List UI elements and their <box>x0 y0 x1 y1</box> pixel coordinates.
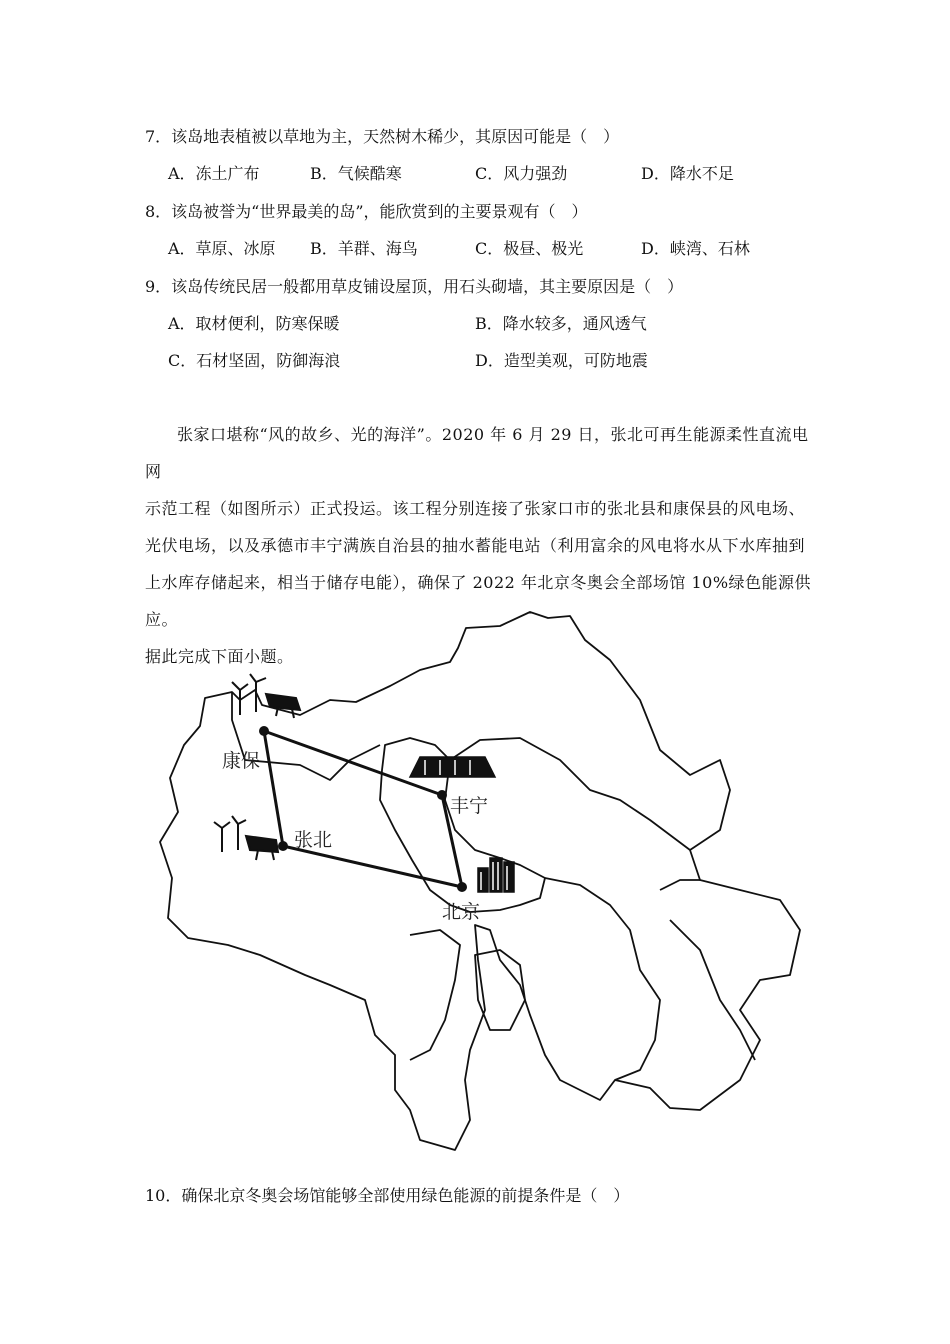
q9-option-c: C．石材坚固，防御海浪 <box>168 351 341 370</box>
node-fengning <box>437 790 447 800</box>
q8-option-b: B．羊群、海鸟 <box>310 239 418 258</box>
passage-line-4: 上水库存储起来，相当于储存电能），确保了 2022 年北京冬奥会全部场馆 10%绿色能源供应。 <box>145 573 812 629</box>
question-8-stem: 8．该岛被誉为“世界最美的岛”，能欣赏到的主要景观有（ ） <box>145 202 588 221</box>
question-7-stem: 7．该岛地表植被以草地为主，天然树木稀少，其原因可能是（ ） <box>145 127 620 146</box>
line-zhangbei-beijing <box>283 846 462 887</box>
region-south-inner <box>410 930 460 1060</box>
q8-option-a: A．草原、冰原 <box>168 239 276 258</box>
q7-option-b: B．气候酷寒 <box>310 164 402 183</box>
passage-line-2: 示范工程（如图所示）正式投运。该工程分别连接了张家口市的张北县和康保县的风电场、 <box>145 499 806 518</box>
q9-option-a: A．取材便利，防寒保暖 <box>168 314 340 333</box>
line-kangbao-fengning <box>264 731 442 795</box>
q8-option-c: C．极昼、极光 <box>475 239 584 258</box>
node-zhangbei <box>278 841 288 851</box>
region-southeast-a <box>545 878 660 1080</box>
label-kangbao: 康保 <box>222 750 261 772</box>
q7-option-a: A．冻土广布 <box>168 164 260 183</box>
wind-solar-icon-zhangbei <box>214 816 278 860</box>
node-kangbao <box>259 726 269 736</box>
passage-line-1: 张家口堪称“风的故乡、光的海洋”。2020 年 6 月 29 日，张北可再生能源柔性直流电网 <box>145 425 809 481</box>
line-kangbao-zhangbei <box>264 731 283 846</box>
label-fengning: 丰宁 <box>450 795 489 817</box>
label-zhangbei: 张北 <box>294 829 333 851</box>
q9-option-d: D．造型美观，可防地震 <box>475 351 648 370</box>
region-divider-1 <box>450 738 690 850</box>
dam-icon-fengning <box>410 757 495 777</box>
passage-line-3: 光伏电场，以及承德市丰宁满族自治县的抽水蓄能电站（利用富余的风电将水从下水库抽到 <box>145 536 806 555</box>
node-beijing <box>457 882 467 892</box>
power-grid-map <box>150 600 810 1160</box>
question-9-stem: 9．该岛传统民居一般都用草皮铺设屋顶，用石头砌墙，其主要原因是（ ） <box>145 277 684 296</box>
region-southeast-b <box>660 880 755 1060</box>
q8-option-d: D．峡湾、石林 <box>641 239 750 258</box>
building-icon-beijing <box>478 858 514 892</box>
label-beijing: 北京 <box>442 901 481 923</box>
q7-option-c: C．风力强劲 <box>475 164 568 183</box>
question-10-stem: 10．确保北京冬奥会场馆能够全部使用绿色能源的前提条件是（ ） <box>145 1186 630 1205</box>
q7-option-d: D．降水不足 <box>641 164 734 183</box>
q9-option-b: B．降水较多，通风透气 <box>475 314 647 333</box>
passage-line-5: 据此完成下面小题。 <box>145 647 294 666</box>
